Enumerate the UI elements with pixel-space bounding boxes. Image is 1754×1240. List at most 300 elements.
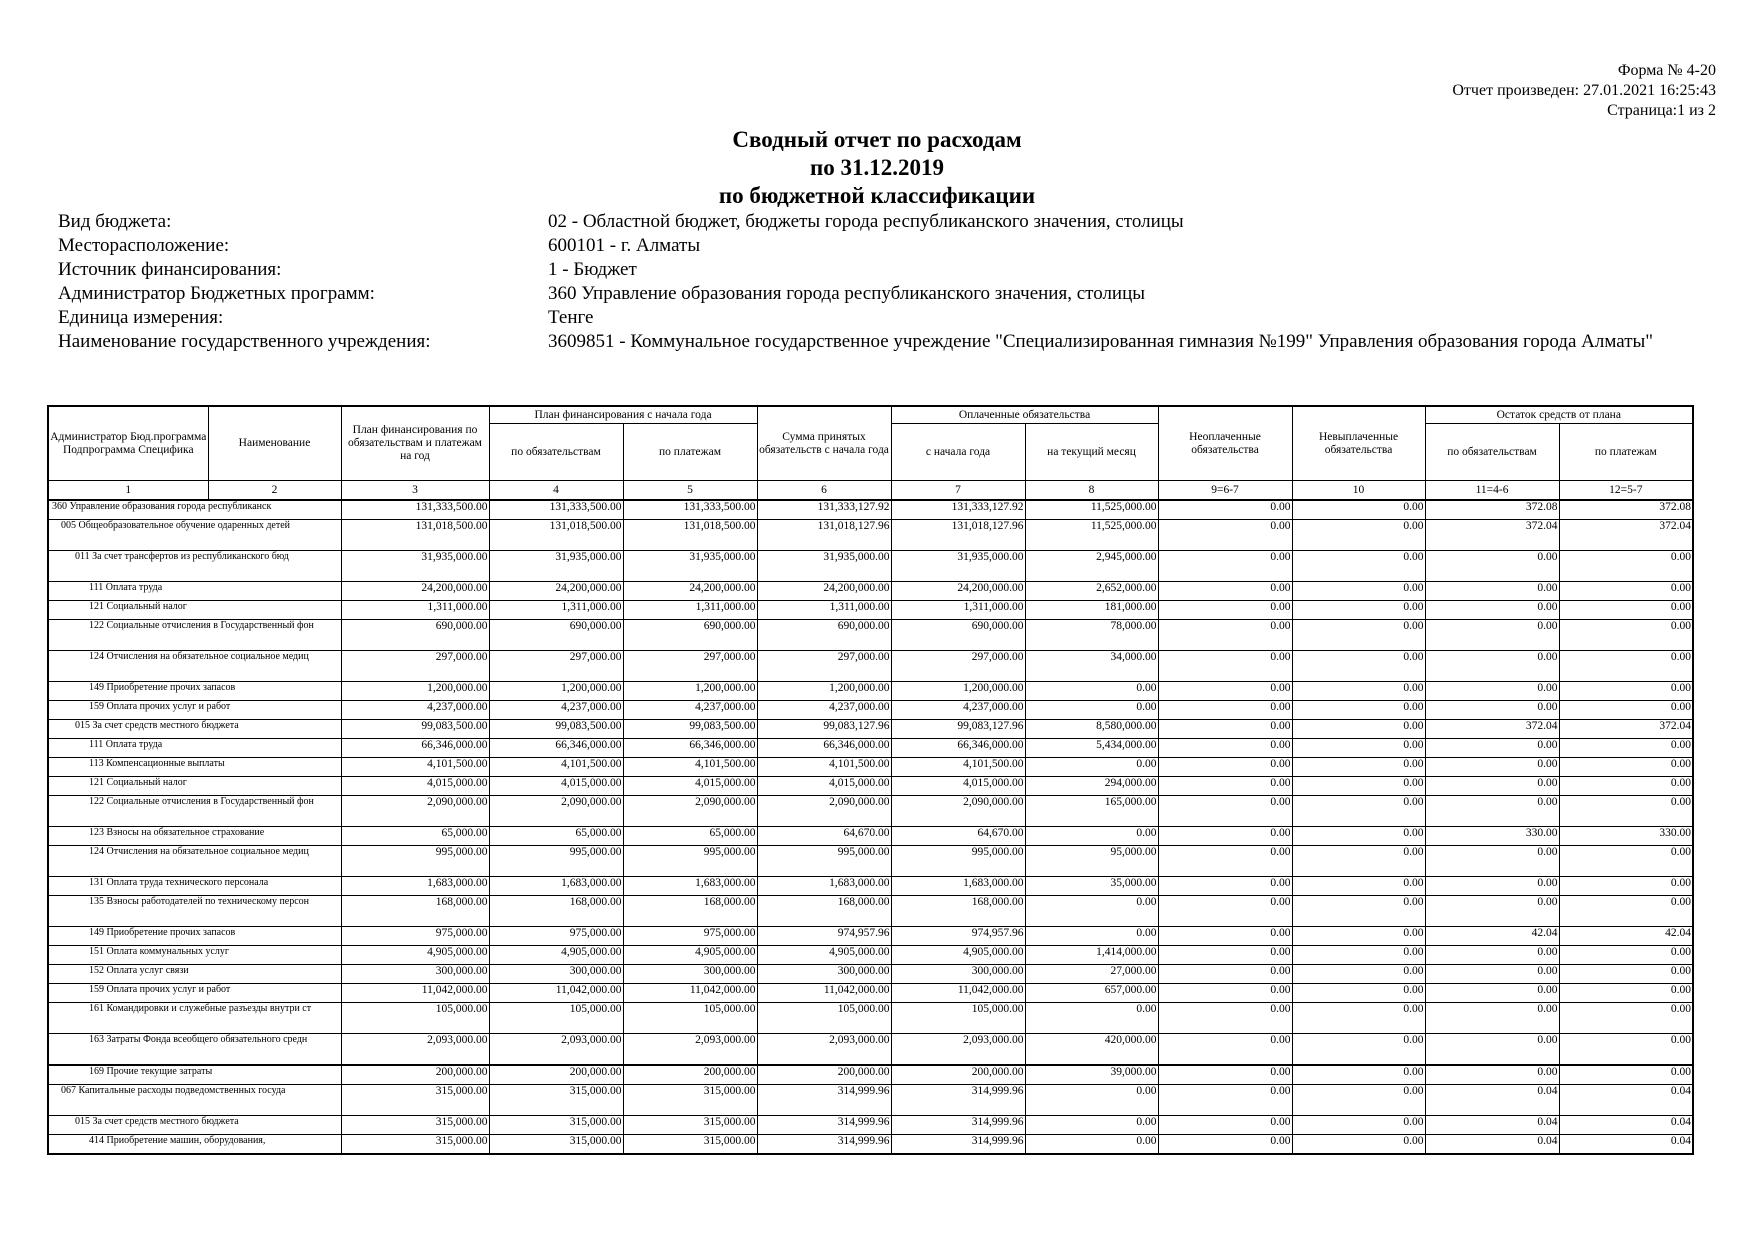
row-name-cell: 111 Оплата труда	[48, 739, 341, 758]
col-number: 5	[623, 481, 757, 501]
amount-cell: 0.00	[1559, 701, 1693, 720]
row-name-cell: 159 Оплата прочих услуг и работ	[48, 984, 341, 1003]
amount-cell: 1,683,000.00	[489, 877, 623, 896]
col-number: 1	[48, 481, 208, 501]
amount-cell: 131,018,127.96	[757, 520, 891, 551]
group-header-paid-obligations: Оплаченные обязательства	[891, 406, 1158, 424]
amount-cell: 65,000.00	[489, 827, 623, 846]
amount-cell: 974,957.96	[757, 927, 891, 946]
table-row	[48, 739, 1693, 758]
amount-cell: 995,000.00	[757, 846, 891, 877]
amount-cell: 0.00	[1425, 877, 1559, 896]
col-header-plan-payments: по платежам	[623, 424, 757, 481]
amount-cell: 0.00	[1292, 520, 1425, 551]
amount-cell: 297,000.00	[489, 651, 623, 682]
amount-cell: 131,018,500.00	[341, 520, 489, 551]
row-name-cell: 121 Социальный налог	[48, 601, 341, 620]
amount-cell: 0.00	[1292, 946, 1425, 965]
param-value: Тенге	[548, 307, 594, 328]
amount-cell: 0.00	[1292, 758, 1425, 777]
amount-cell: 131,333,127.92	[757, 500, 891, 520]
amount-cell: 315,000.00	[623, 1085, 757, 1116]
table-row	[48, 1003, 1693, 1034]
amount-cell: 0.00	[1292, 500, 1425, 520]
amount-cell: 372.04	[1559, 720, 1693, 739]
amount-cell: 168,000.00	[341, 896, 489, 927]
row-name-cell: 161 Командировки и служебные разъезды внутри ст	[48, 1003, 341, 1034]
col-header-name: Наименование	[208, 406, 341, 481]
amount-cell: 975,000.00	[341, 927, 489, 946]
param-label: Администратор Бюджетных программ:	[58, 283, 375, 304]
amount-cell: 0.00	[1292, 720, 1425, 739]
amount-cell: 330.00	[1425, 827, 1559, 846]
amount-cell: 0.04	[1425, 1116, 1559, 1135]
amount-cell: 0.04	[1425, 1135, 1559, 1155]
amount-cell: 0.00	[1025, 701, 1158, 720]
amount-cell: 0.00	[1425, 1034, 1559, 1066]
amount-cell: 315,000.00	[623, 1135, 757, 1155]
row-name-cell: 124 Отчисления на обязательное социальное медиц	[48, 846, 341, 877]
table-row	[48, 500, 1693, 520]
amount-cell: 372.08	[1559, 500, 1693, 520]
table-row	[48, 946, 1693, 965]
amount-cell: 24,200,000.00	[623, 582, 757, 601]
amount-cell: 0.00	[1292, 877, 1425, 896]
amount-cell: 690,000.00	[489, 620, 623, 651]
amount-cell: 315,000.00	[341, 1116, 489, 1135]
amount-cell: 0.00	[1292, 620, 1425, 651]
amount-cell: 297,000.00	[757, 651, 891, 682]
amount-cell: 300,000.00	[489, 965, 623, 984]
amount-cell: 300,000.00	[891, 965, 1025, 984]
table-row	[48, 620, 1693, 651]
col-header-unpaid-obligations: Неоплаченные обязательства	[1158, 406, 1292, 481]
amount-cell: 0.00	[1425, 758, 1559, 777]
amount-cell: 24,200,000.00	[341, 582, 489, 601]
amount-cell: 105,000.00	[341, 1003, 489, 1034]
amount-cell: 66,346,000.00	[489, 739, 623, 758]
table-row	[48, 796, 1693, 827]
amount-cell: 0.00	[1158, 651, 1292, 682]
row-name-cell: 163 Затраты Фонда всеобщего обязательного средн	[48, 1034, 341, 1066]
col-number: 6	[757, 481, 891, 501]
page-counter: Страница:1 из 2	[1607, 102, 1716, 119]
row-name-cell: 149 Приобретение прочих запасов	[48, 682, 341, 701]
amount-cell: 0.00	[1158, 877, 1292, 896]
col-number: 8	[1025, 481, 1158, 501]
table-row	[48, 701, 1693, 720]
table-body	[48, 500, 1693, 1154]
amount-cell: 4,101,500.00	[891, 758, 1025, 777]
amount-cell: 0.00	[1158, 1003, 1292, 1034]
amount-cell: 1,200,000.00	[489, 682, 623, 701]
amount-cell: 131,333,127.92	[891, 500, 1025, 520]
amount-cell: 0.00	[1292, 739, 1425, 758]
param-value: 3609851 - Коммунальное государственное учреждение "Специализированная гимназия №199" Управления образования города Алматы"	[548, 331, 1654, 352]
amount-cell: 0.00	[1158, 827, 1292, 846]
amount-cell: 2,652,000.00	[1025, 582, 1158, 601]
amount-cell: 78,000.00	[1025, 620, 1158, 651]
amount-cell: 131,018,500.00	[489, 520, 623, 551]
row-name-cell: 360 Управление образования города республиканск	[48, 500, 341, 520]
row-name-cell: 131 Оплата труда технического персонала	[48, 877, 341, 896]
amount-cell: 11,042,000.00	[891, 984, 1025, 1003]
amount-cell: 2,090,000.00	[489, 796, 623, 827]
amount-cell: 0.00	[1158, 682, 1292, 701]
amount-cell: 31,935,000.00	[891, 551, 1025, 582]
amount-cell: 0.00	[1559, 651, 1693, 682]
col-header-paid-ytd: с начала года	[891, 424, 1025, 481]
amount-cell: 131,333,500.00	[341, 500, 489, 520]
amount-cell: 34,000.00	[1025, 651, 1158, 682]
amount-cell: 315,000.00	[623, 1116, 757, 1135]
amount-cell: 0.00	[1158, 620, 1292, 651]
row-name-cell: 067 Капитальные расходы подведомственных госуда	[48, 1085, 341, 1116]
amount-cell: 0.00	[1559, 796, 1693, 827]
amount-cell: 24,200,000.00	[757, 582, 891, 601]
amount-cell: 168,000.00	[891, 896, 1025, 927]
amount-cell: 0.00	[1425, 965, 1559, 984]
amount-cell: 1,311,000.00	[489, 601, 623, 620]
amount-cell: 4,237,000.00	[891, 701, 1025, 720]
col-header-paid-month: на текущий месяц	[1025, 424, 1158, 481]
amount-cell: 0.00	[1425, 946, 1559, 965]
amount-cell: 0.00	[1292, 1085, 1425, 1116]
report-title-line-1: Сводный отчет по расходам	[732, 127, 1022, 152]
amount-cell: 99,083,500.00	[623, 720, 757, 739]
amount-cell: 165,000.00	[1025, 796, 1158, 827]
amount-cell: 0.00	[1559, 739, 1693, 758]
amount-cell: 0.00	[1559, 620, 1693, 651]
amount-cell: 0.00	[1425, 682, 1559, 701]
amount-cell: 105,000.00	[623, 1003, 757, 1034]
amount-cell: 1,200,000.00	[757, 682, 891, 701]
amount-cell: 0.00	[1158, 777, 1292, 796]
group-header-plan-remainder: Остаток средств от плана	[1425, 406, 1693, 424]
row-name-cell: 123 Взносы на обязательное страхование	[48, 827, 341, 846]
table-row	[48, 1085, 1693, 1116]
amount-cell: 4,237,000.00	[489, 701, 623, 720]
amount-cell: 0.00	[1425, 551, 1559, 582]
row-name-cell: 169 Прочие текущие затраты	[48, 1065, 341, 1085]
amount-cell: 0.00	[1559, 758, 1693, 777]
amount-cell: 690,000.00	[341, 620, 489, 651]
amount-cell: 0.00	[1025, 827, 1158, 846]
row-name-cell: 111 Оплата труда	[48, 582, 341, 601]
report-title	[0, 126, 1754, 210]
amount-cell: 0.00	[1025, 1135, 1158, 1155]
amount-cell: 315,000.00	[489, 1085, 623, 1116]
amount-cell: 297,000.00	[623, 651, 757, 682]
amount-cell: 0.00	[1292, 1003, 1425, 1034]
col-header-outstanding-obligations: Невыплаченные обязательства	[1292, 406, 1425, 481]
amount-cell: 0.00	[1559, 946, 1693, 965]
amount-cell: 0.00	[1158, 1116, 1292, 1135]
amount-cell: 0.00	[1025, 758, 1158, 777]
amount-cell: 0.00	[1559, 984, 1693, 1003]
row-name-cell: 122 Социальные отчисления в Государственный фон	[48, 796, 341, 827]
amount-cell: 0.00	[1158, 551, 1292, 582]
amount-cell: 2,945,000.00	[1025, 551, 1158, 582]
amount-cell: 294,000.00	[1025, 777, 1158, 796]
param-value: 360 Управление образования города республиканского значения, столицы	[548, 283, 1146, 304]
amount-cell: 0.00	[1559, 601, 1693, 620]
amount-cell: 420,000.00	[1025, 1034, 1158, 1066]
amount-cell: 2,093,000.00	[891, 1034, 1025, 1066]
amount-cell: 168,000.00	[623, 896, 757, 927]
amount-cell: 0.00	[1292, 1116, 1425, 1135]
amount-cell: 64,670.00	[891, 827, 1025, 846]
amount-cell: 0.00	[1158, 601, 1292, 620]
amount-cell: 0.00	[1425, 896, 1559, 927]
amount-cell: 0.00	[1425, 739, 1559, 758]
amount-cell: 0.00	[1425, 701, 1559, 720]
table-row	[48, 984, 1693, 1003]
amount-cell: 11,042,000.00	[341, 984, 489, 1003]
row-name-cell: 015 За счет средств местного бюджета	[48, 1116, 341, 1135]
amount-cell: 4,237,000.00	[623, 701, 757, 720]
amount-cell: 372.04	[1425, 720, 1559, 739]
amount-cell: 0.00	[1292, 846, 1425, 877]
amount-cell: 0.00	[1559, 1003, 1693, 1034]
amount-cell: 24,200,000.00	[489, 582, 623, 601]
table-row	[48, 520, 1693, 551]
row-name-cell: 113 Компенсационные выплаты	[48, 758, 341, 777]
amount-cell: 0.00	[1292, 651, 1425, 682]
table-row	[48, 777, 1693, 796]
amount-cell: 314,999.96	[891, 1085, 1025, 1116]
amount-cell: 2,093,000.00	[757, 1034, 891, 1066]
amount-cell: 8,580,000.00	[1025, 720, 1158, 739]
amount-cell: 0.00	[1292, 984, 1425, 1003]
param-value: 600101 - г. Алматы	[548, 235, 701, 256]
col-header-accepted-obligations: Сумма принятых обязательств с начала года	[757, 406, 891, 481]
table-row	[48, 927, 1693, 946]
amount-cell: 99,083,127.96	[757, 720, 891, 739]
amount-cell: 314,999.96	[891, 1116, 1025, 1135]
amount-cell: 314,999.96	[757, 1085, 891, 1116]
param-funding-source	[58, 258, 1658, 282]
amount-cell: 0.00	[1559, 896, 1693, 927]
amount-cell: 4,101,500.00	[757, 758, 891, 777]
amount-cell: 65,000.00	[341, 827, 489, 846]
amount-cell: 131,018,500.00	[623, 520, 757, 551]
amount-cell: 0.00	[1158, 1034, 1292, 1066]
amount-cell: 0.00	[1425, 620, 1559, 651]
amount-cell: 0.00	[1292, 551, 1425, 582]
row-name-cell: 011 За счет трансфертов из республиканского бюд	[48, 551, 341, 582]
amount-cell: 0.00	[1158, 520, 1292, 551]
amount-cell: 0.00	[1025, 896, 1158, 927]
amount-cell: 0.00	[1292, 1135, 1425, 1155]
table-row	[48, 601, 1693, 620]
amount-cell: 0.00	[1158, 1085, 1292, 1116]
col-number: 7	[891, 481, 1025, 501]
amount-cell: 0.00	[1425, 651, 1559, 682]
amount-cell: 31,935,000.00	[757, 551, 891, 582]
amount-cell: 0.00	[1025, 927, 1158, 946]
amount-cell: 297,000.00	[341, 651, 489, 682]
amount-cell: 0.00	[1158, 739, 1292, 758]
amount-cell: 31,935,000.00	[623, 551, 757, 582]
amount-cell: 0.00	[1158, 1065, 1292, 1085]
amount-cell: 11,525,000.00	[1025, 500, 1158, 520]
row-name-cell: 151 Оплата коммунальных услуг	[48, 946, 341, 965]
amount-cell: 0.00	[1559, 1065, 1693, 1085]
amount-cell: 995,000.00	[341, 846, 489, 877]
amount-cell: 0.00	[1559, 777, 1693, 796]
amount-cell: 35,000.00	[1025, 877, 1158, 896]
amount-cell: 0.00	[1292, 927, 1425, 946]
report-header-info	[1452, 61, 1716, 121]
table-row	[48, 1116, 1693, 1135]
amount-cell: 1,311,000.00	[341, 601, 489, 620]
amount-cell: 300,000.00	[623, 965, 757, 984]
table-row	[48, 1135, 1693, 1155]
amount-cell: 0.00	[1292, 777, 1425, 796]
amount-cell: 11,042,000.00	[757, 984, 891, 1003]
amount-cell: 0.00	[1292, 896, 1425, 927]
amount-cell: 0.00	[1025, 1003, 1158, 1034]
amount-cell: 0.00	[1292, 827, 1425, 846]
amount-cell: 0.00	[1425, 984, 1559, 1003]
amount-cell: 0.00	[1158, 500, 1292, 520]
amount-cell: 24,200,000.00	[891, 582, 1025, 601]
amount-cell: 105,000.00	[757, 1003, 891, 1034]
amount-cell: 66,346,000.00	[623, 739, 757, 758]
amount-cell: 4,237,000.00	[757, 701, 891, 720]
amount-cell: 0.00	[1559, 846, 1693, 877]
param-budget-type	[58, 210, 1658, 234]
row-name-cell: 121 Социальный налог	[48, 777, 341, 796]
amount-cell: 0.00	[1292, 582, 1425, 601]
amount-cell: 2,093,000.00	[623, 1034, 757, 1066]
amount-cell: 0.00	[1559, 551, 1693, 582]
param-label: Единица измерения:	[58, 307, 224, 328]
amount-cell: 314,999.96	[891, 1135, 1025, 1155]
table-row	[48, 551, 1693, 582]
amount-cell: 1,683,000.00	[623, 877, 757, 896]
amount-cell: 2,093,000.00	[341, 1034, 489, 1066]
row-name-cell: 414 Приобретение машин, оборудования,	[48, 1135, 341, 1155]
report-title-line-3: по бюджетной классификации	[718, 183, 1036, 208]
amount-cell: 0.00	[1025, 1116, 1158, 1135]
col-header-rest-obligations: по обязательствам	[1425, 424, 1559, 481]
amount-cell: 690,000.00	[757, 620, 891, 651]
amount-cell: 4,015,000.00	[891, 777, 1025, 796]
amount-cell: 300,000.00	[757, 965, 891, 984]
param-value: 02 - Областной бюджет, бюджеты города республиканского значения, столицы	[548, 211, 1184, 232]
amount-cell: 4,905,000.00	[891, 946, 1025, 965]
table-row	[48, 896, 1693, 927]
row-name-cell: 149 Приобретение прочих запасов	[48, 927, 341, 946]
amount-cell: 0.00	[1559, 582, 1693, 601]
amount-cell: 4,101,500.00	[623, 758, 757, 777]
row-name-cell: 122 Социальные отчисления в Государственный фон	[48, 620, 341, 651]
amount-cell: 0.00	[1158, 896, 1292, 927]
amount-cell: 315,000.00	[489, 1116, 623, 1135]
amount-cell: 105,000.00	[489, 1003, 623, 1034]
amount-cell: 0.00	[1292, 1065, 1425, 1085]
table-row	[48, 846, 1693, 877]
amount-cell: 297,000.00	[891, 651, 1025, 682]
amount-cell: 0.04	[1559, 1085, 1693, 1116]
amount-cell: 2,090,000.00	[341, 796, 489, 827]
amount-cell: 0.00	[1559, 682, 1693, 701]
amount-cell: 131,333,500.00	[489, 500, 623, 520]
amount-cell: 1,311,000.00	[623, 601, 757, 620]
amount-cell: 0.00	[1292, 682, 1425, 701]
amount-cell: 131,018,127.96	[891, 520, 1025, 551]
amount-cell: 0.00	[1292, 965, 1425, 984]
table-row	[48, 965, 1693, 984]
amount-cell: 0.00	[1425, 601, 1559, 620]
amount-cell: 4,015,000.00	[757, 777, 891, 796]
amount-cell: 200,000.00	[341, 1065, 489, 1085]
param-label: Вид бюджета:	[58, 211, 172, 232]
col-header-plan-obligations: по обязательствам	[489, 424, 623, 481]
amount-cell: 200,000.00	[623, 1065, 757, 1085]
table-row	[48, 827, 1693, 846]
amount-cell: 0.00	[1158, 927, 1292, 946]
col-header-annual-plan: План финансирования по обязательствам и платежам на год	[341, 406, 489, 481]
amount-cell: 1,200,000.00	[341, 682, 489, 701]
col-number: 10	[1292, 481, 1425, 501]
param-value: 1 - Бюджет	[548, 259, 637, 280]
amount-cell: 0.00	[1025, 1085, 1158, 1116]
amount-cell: 974,957.96	[891, 927, 1025, 946]
amount-cell: 0.00	[1425, 796, 1559, 827]
amount-cell: 1,200,000.00	[891, 682, 1025, 701]
amount-cell: 690,000.00	[623, 620, 757, 651]
amount-cell: 0.00	[1158, 720, 1292, 739]
col-header-rest-payments: по платежам	[1559, 424, 1693, 481]
expenses-table	[47, 405, 1694, 1155]
amount-cell: 0.00	[1559, 1034, 1693, 1066]
amount-cell: 0.00	[1425, 846, 1559, 877]
amount-cell: 0.04	[1559, 1116, 1693, 1135]
row-name-cell: 005 Общеобразовательное обучение одаренных детей	[48, 520, 341, 551]
table-header	[48, 406, 1693, 500]
amount-cell: 4,015,000.00	[341, 777, 489, 796]
amount-cell: 975,000.00	[489, 927, 623, 946]
amount-cell: 66,346,000.00	[341, 739, 489, 758]
amount-cell: 2,093,000.00	[489, 1034, 623, 1066]
table-row	[48, 1065, 1693, 1085]
amount-cell: 42.04	[1559, 927, 1693, 946]
param-label: Месторасположение:	[58, 235, 230, 256]
amount-cell: 690,000.00	[891, 620, 1025, 651]
row-name-cell: 159 Оплата прочих услуг и работ	[48, 701, 341, 720]
amount-cell: 42.04	[1425, 927, 1559, 946]
amount-cell: 4,101,500.00	[341, 758, 489, 777]
amount-cell: 0.00	[1158, 965, 1292, 984]
amount-cell: 99,083,127.96	[891, 720, 1025, 739]
param-label: Источник финансирования:	[58, 259, 282, 280]
amount-cell: 4,015,000.00	[489, 777, 623, 796]
amount-cell: 2,090,000.00	[757, 796, 891, 827]
amount-cell: 0.04	[1425, 1085, 1559, 1116]
amount-cell: 168,000.00	[757, 896, 891, 927]
col-number: 12=5-7	[1559, 481, 1693, 501]
table-row	[48, 582, 1693, 601]
amount-cell: 4,905,000.00	[623, 946, 757, 965]
amount-cell: 315,000.00	[341, 1085, 489, 1116]
amount-cell: 372.04	[1559, 520, 1693, 551]
col-number: 11=4-6	[1425, 481, 1559, 501]
table-row	[48, 720, 1693, 739]
col-number: 3	[341, 481, 489, 501]
